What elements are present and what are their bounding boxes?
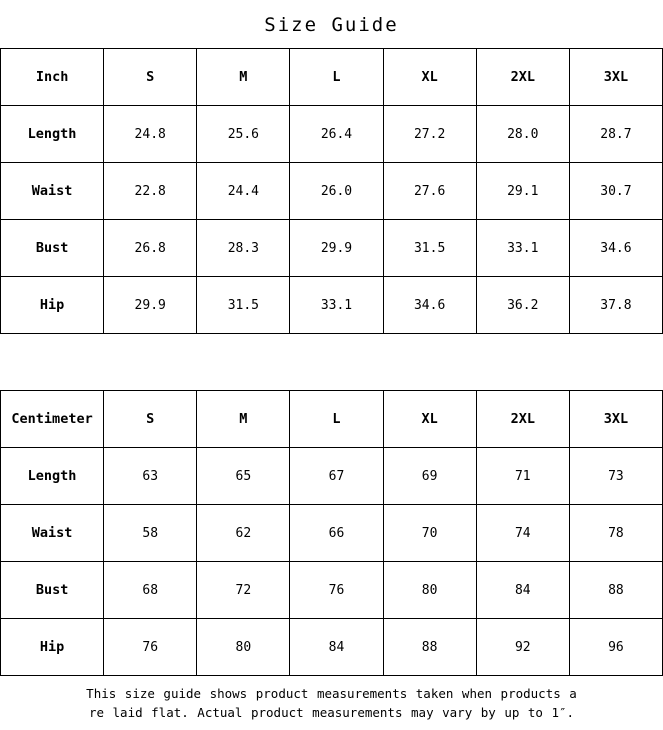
- table-cell: 29.9: [104, 277, 197, 334]
- table-row: [1, 619, 663, 676]
- row-label: Length: [1, 106, 104, 163]
- table-cell: 22.8: [104, 163, 197, 220]
- table-cell: 33.1: [476, 220, 569, 277]
- table-cell: 92: [476, 619, 569, 676]
- column-header: L: [290, 391, 383, 448]
- column-header: 3XL: [569, 391, 662, 448]
- table-cell: 28.7: [569, 106, 662, 163]
- column-header: 2XL: [476, 49, 569, 106]
- table-cell: 65: [197, 448, 290, 505]
- table-row: [1, 505, 663, 562]
- table-cell: 71: [476, 448, 569, 505]
- table-header-row: [1, 49, 663, 106]
- table-cell: 96: [569, 619, 662, 676]
- table-cell: 88: [569, 562, 662, 619]
- table-cell: 33.1: [290, 277, 383, 334]
- inch-size-table: [0, 48, 663, 334]
- unit-label: Inch: [1, 49, 104, 106]
- table-cell: 84: [290, 619, 383, 676]
- table-cell: 74: [476, 505, 569, 562]
- unit-label: Centimeter: [1, 391, 104, 448]
- table-cell: 37.8: [569, 277, 662, 334]
- table-cell: 80: [197, 619, 290, 676]
- table-cell: 72: [197, 562, 290, 619]
- table-cell: 84: [476, 562, 569, 619]
- table-row: [1, 106, 663, 163]
- table-cell: 73: [569, 448, 662, 505]
- row-label: Length: [1, 448, 104, 505]
- table-cell: 31.5: [197, 277, 290, 334]
- table-cell: 80: [383, 562, 476, 619]
- table-row: [1, 220, 663, 277]
- row-label: Hip: [1, 619, 104, 676]
- centimeter-size-table: [0, 390, 663, 676]
- row-label: Bust: [1, 562, 104, 619]
- footer-line-2: re laid flat. Actual product measurements may vary by up to 1″.: [88, 705, 575, 721]
- table-cell: 24.8: [104, 106, 197, 163]
- table-cell: 28.0: [476, 106, 569, 163]
- column-header: L: [290, 49, 383, 106]
- table-row: [1, 448, 663, 505]
- footer-note: [0, 676, 663, 723]
- column-header: M: [197, 391, 290, 448]
- table-cell: 28.3: [197, 220, 290, 277]
- table-row: [1, 163, 663, 220]
- table-cell: 29.1: [476, 163, 569, 220]
- table-cell: 25.6: [197, 106, 290, 163]
- table-cell: 29.9: [290, 220, 383, 277]
- table-row: [1, 562, 663, 619]
- table-cell: 66: [290, 505, 383, 562]
- table-cell: 76: [290, 562, 383, 619]
- table-cell: 24.4: [197, 163, 290, 220]
- table-cell: 30.7: [569, 163, 662, 220]
- table-cell: 69: [383, 448, 476, 505]
- column-header: S: [104, 49, 197, 106]
- table-cell: 76: [104, 619, 197, 676]
- table-row: [1, 277, 663, 334]
- table-cell: 27.6: [383, 163, 476, 220]
- table-cell: 27.2: [383, 106, 476, 163]
- table-cell: 36.2: [476, 277, 569, 334]
- table-cell: 26.0: [290, 163, 383, 220]
- table-cell: 63: [104, 448, 197, 505]
- column-header: M: [197, 49, 290, 106]
- row-label: Waist: [1, 505, 104, 562]
- page-title: Size Guide: [264, 14, 399, 36]
- table-cell: 78: [569, 505, 662, 562]
- row-label: Hip: [1, 277, 104, 334]
- column-header: XL: [383, 391, 476, 448]
- column-header: 2XL: [476, 391, 569, 448]
- table-gap: [0, 334, 663, 390]
- table-cell: 34.6: [383, 277, 476, 334]
- footer-line-1: This size guide shows product measurements taken when products a: [86, 686, 577, 701]
- row-label: Waist: [1, 163, 104, 220]
- table-cell: 31.5: [383, 220, 476, 277]
- row-label: Bust: [1, 220, 104, 277]
- table-cell: 68: [104, 562, 197, 619]
- column-header: XL: [383, 49, 476, 106]
- table-cell: 26.4: [290, 106, 383, 163]
- table-header-row: [1, 391, 663, 448]
- table-cell: 70: [383, 505, 476, 562]
- column-header: 3XL: [569, 49, 662, 106]
- table-cell: 26.8: [104, 220, 197, 277]
- table-cell: 62: [197, 505, 290, 562]
- table-cell: 34.6: [569, 220, 662, 277]
- table-cell: 88: [383, 619, 476, 676]
- table-cell: 58: [104, 505, 197, 562]
- table-cell: 67: [290, 448, 383, 505]
- column-header: S: [104, 391, 197, 448]
